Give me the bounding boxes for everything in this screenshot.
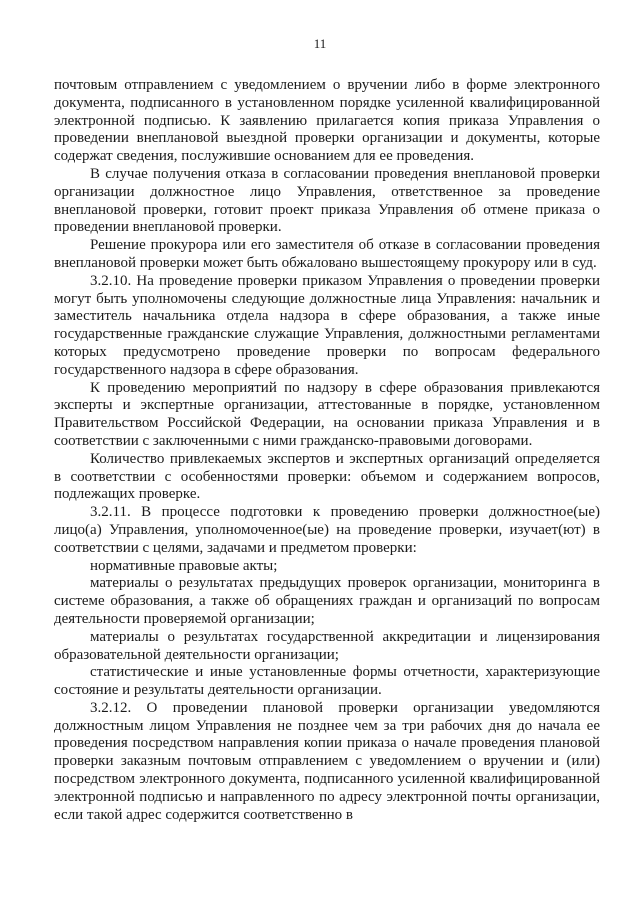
list-item: статистические и иные установленные формы отчетности, характеризующие состояние и результаты деятельности организации. xyxy=(54,664,600,699)
paragraph: Количество привлекаемых экспертов и экспертных организаций определяется в соответствии с особенностями проверки: объемом и содержанием вопросов, подлежащих проверке. xyxy=(54,450,600,503)
paragraph: В случае получения отказа в согласовании проведения внеплановой проверки организации должностное лицо Управления, ответственное за проведение внеплановой проверки, готовит проект приказа Управления об отмене приказа о проведении внеплановой проверки. xyxy=(54,165,600,236)
paragraph: почтовым отправлением с уведомлением о вручении либо в форме электронного документа, подписанного в установленном порядке усиленной квалифицированной электронной подписью. К заявлению прилагается копия приказа Управления о проведении внеплановой выездной проверки организации и документы, которые содержат сведения, послужившие основанием для ее проведения. xyxy=(54,77,600,165)
paragraph: 3.2.11. В процессе подготовки к проведению проверки должностное(ые) лицо(а) Управления, уполномоченное(ые) на проведение проверки, изучает(ют) в соответствии с целями, задачами и предметом проверки: xyxy=(54,504,600,556)
list-item: материалы о результатах предыдущих проверок организации, мониторинга в системе образования, а также об обращениях граждан и организаций по вопросам деятельности проверяемой организации; xyxy=(54,575,600,627)
paragraph: 3.2.10. На проведение проверки приказом Управления о проведении проверки могут быть уполномочены следующие должностные лица Управления: начальник и заместитель начальника отдела надзора в сфере образования, а также иные государственные гражданские служащие Управления, должностными регламентами которых предусмотрено проведение проверки по вопросам федерального государственного надзора в сфере образования. xyxy=(54,272,600,378)
page-number: 11 xyxy=(313,36,327,51)
list-item: нормативные правовые акты; xyxy=(90,557,278,574)
paragraph: К проведению мероприятий по надзору в сфере образования привлекаются эксперты и экспертные организации, аттестованные в порядке, установленном Правительством Российской Федерации, на основании приказа Управления и в соответствии с заключенными с ними гражданско-правовыми договорами. xyxy=(54,379,600,449)
paragraph: 3.2.12. О проведении плановой проверки организации уведомляются должностным лицом Управления не позднее чем за три рабочих дня до начала ее проведения посредством направления копии приказа о начале проведения плановой проверки заказным почтовым отправлением с уведомлением о вручении и (или) посредством электронного документа, подписанного усиленной квалифицированной электронной подписью и направленного по адресу электронной почты организации, если такой адрес содержится соответственно в xyxy=(54,699,600,823)
list-item: материалы о результатах государственной аккредитации и лицензирования образовательной деятельности организации; xyxy=(54,628,600,663)
paragraph: Решение прокурора или его заместителя об отказе в согласовании проведения внеплановой проверки может быть обжаловано вышестоящему прокурору или в суд. xyxy=(54,237,600,271)
document-body xyxy=(54,77,600,824)
